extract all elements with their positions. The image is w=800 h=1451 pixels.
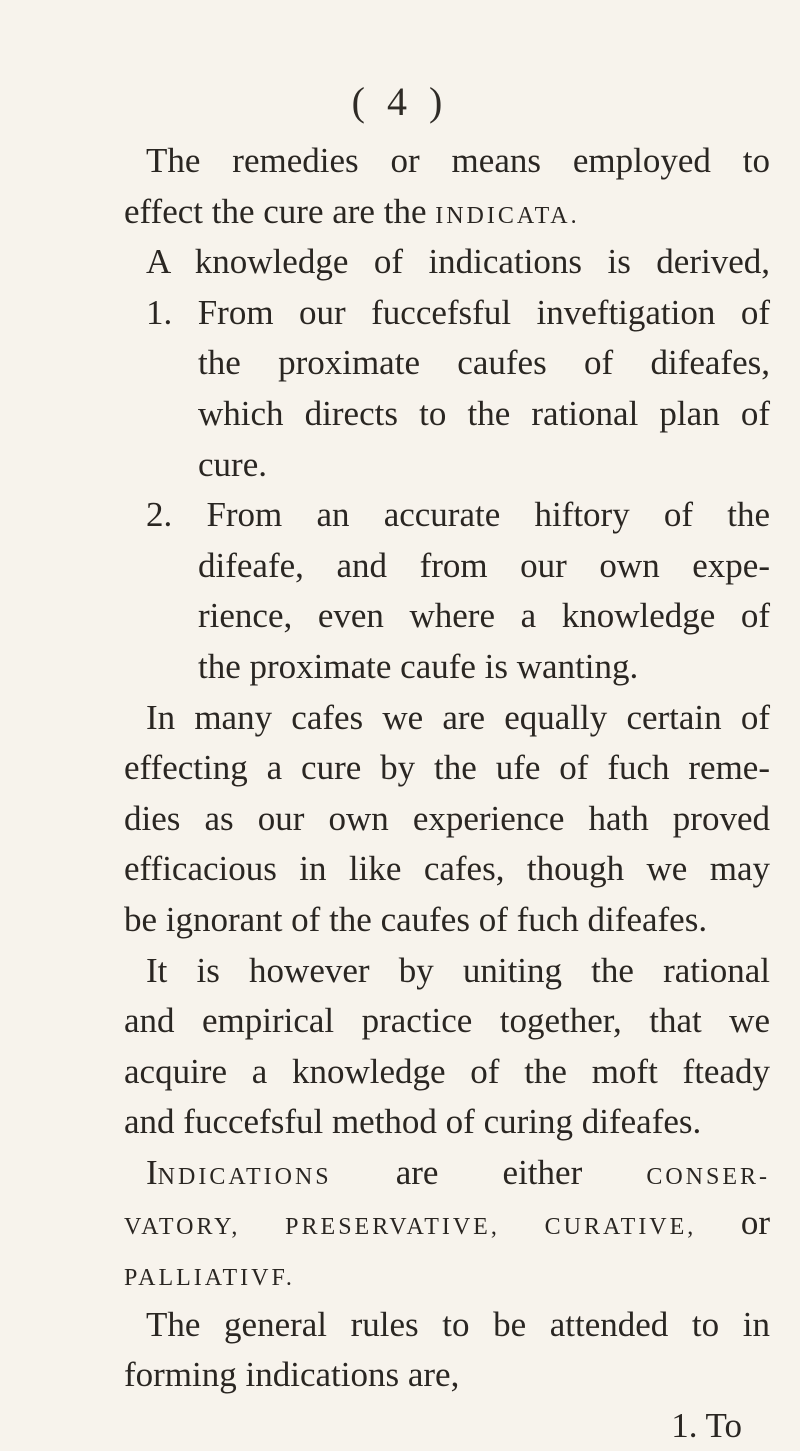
paragraph-line: It is however by uniting the rational: [146, 950, 770, 990]
small-caps-term: PALLIATIVF.: [124, 1265, 295, 1292]
text-span: are either: [331, 1152, 647, 1192]
text-span: or: [696, 1203, 771, 1243]
paragraph-line: [124, 1148, 770, 1199]
paragraph-line: [124, 187, 770, 238]
small-caps-initial: I: [146, 1152, 158, 1192]
body-text: [124, 136, 770, 1451]
paragraph-line: [124, 1198, 770, 1249]
page-number: ( 4 ): [351, 79, 449, 124]
list-item-line: the proximate caufes of difeafes,: [198, 343, 770, 383]
small-caps-term: NDICATIONS: [157, 1163, 332, 1190]
small-caps-term: INDICATA.: [435, 202, 580, 229]
paragraph-line: be ignorant of the caufes of fuch difeafes.: [124, 899, 708, 939]
list-item-line: the proximate caufe is wanting.: [198, 646, 639, 686]
paragraph-line: efficacious in like cafes, though we may: [124, 849, 770, 889]
list-item-line: which directs to the rational plan of: [198, 393, 770, 433]
list-item-line: cure.: [198, 444, 267, 484]
list-item-line: rience, even where a knowledge of: [198, 596, 770, 636]
list-item-line: 2. From an accurate hiftory of the: [146, 495, 770, 535]
paragraph-line: In many cafes we are equally certain of: [146, 697, 770, 737]
catchword: 1. To: [671, 1405, 742, 1445]
list-item-line: 1. From our fuccefsful inveftigation of: [146, 292, 770, 332]
paragraph-line: The remedies or means employed to: [146, 141, 770, 180]
paragraph-line: effecting a cure by the ufe of fuch reme-: [124, 748, 770, 788]
small-caps-term: VATORY, PRESERVATIVE, CURATIVE,: [124, 1214, 697, 1241]
paragraph-line: and empirical practice together, that we: [124, 1001, 770, 1041]
paragraph-line: dies as our own experience hath proved: [124, 798, 770, 838]
paragraph-line: acquire a knowledge of the moft fteady: [124, 1051, 770, 1091]
paragraph-line: [124, 1249, 770, 1300]
paragraph-line: The general rules to be attended to in: [146, 1304, 770, 1344]
paragraph-line: and fuccefsful method of curing difeafes.: [124, 1102, 702, 1142]
text-span: effect the cure are the: [124, 191, 436, 231]
paragraph-line: A knowledge of indications is derived,: [146, 242, 770, 282]
paragraph-line: forming indications are,: [124, 1355, 460, 1395]
small-caps-term: CONSER-: [646, 1163, 770, 1190]
list-item-line: difeafe, and from our own expe-: [198, 545, 770, 585]
